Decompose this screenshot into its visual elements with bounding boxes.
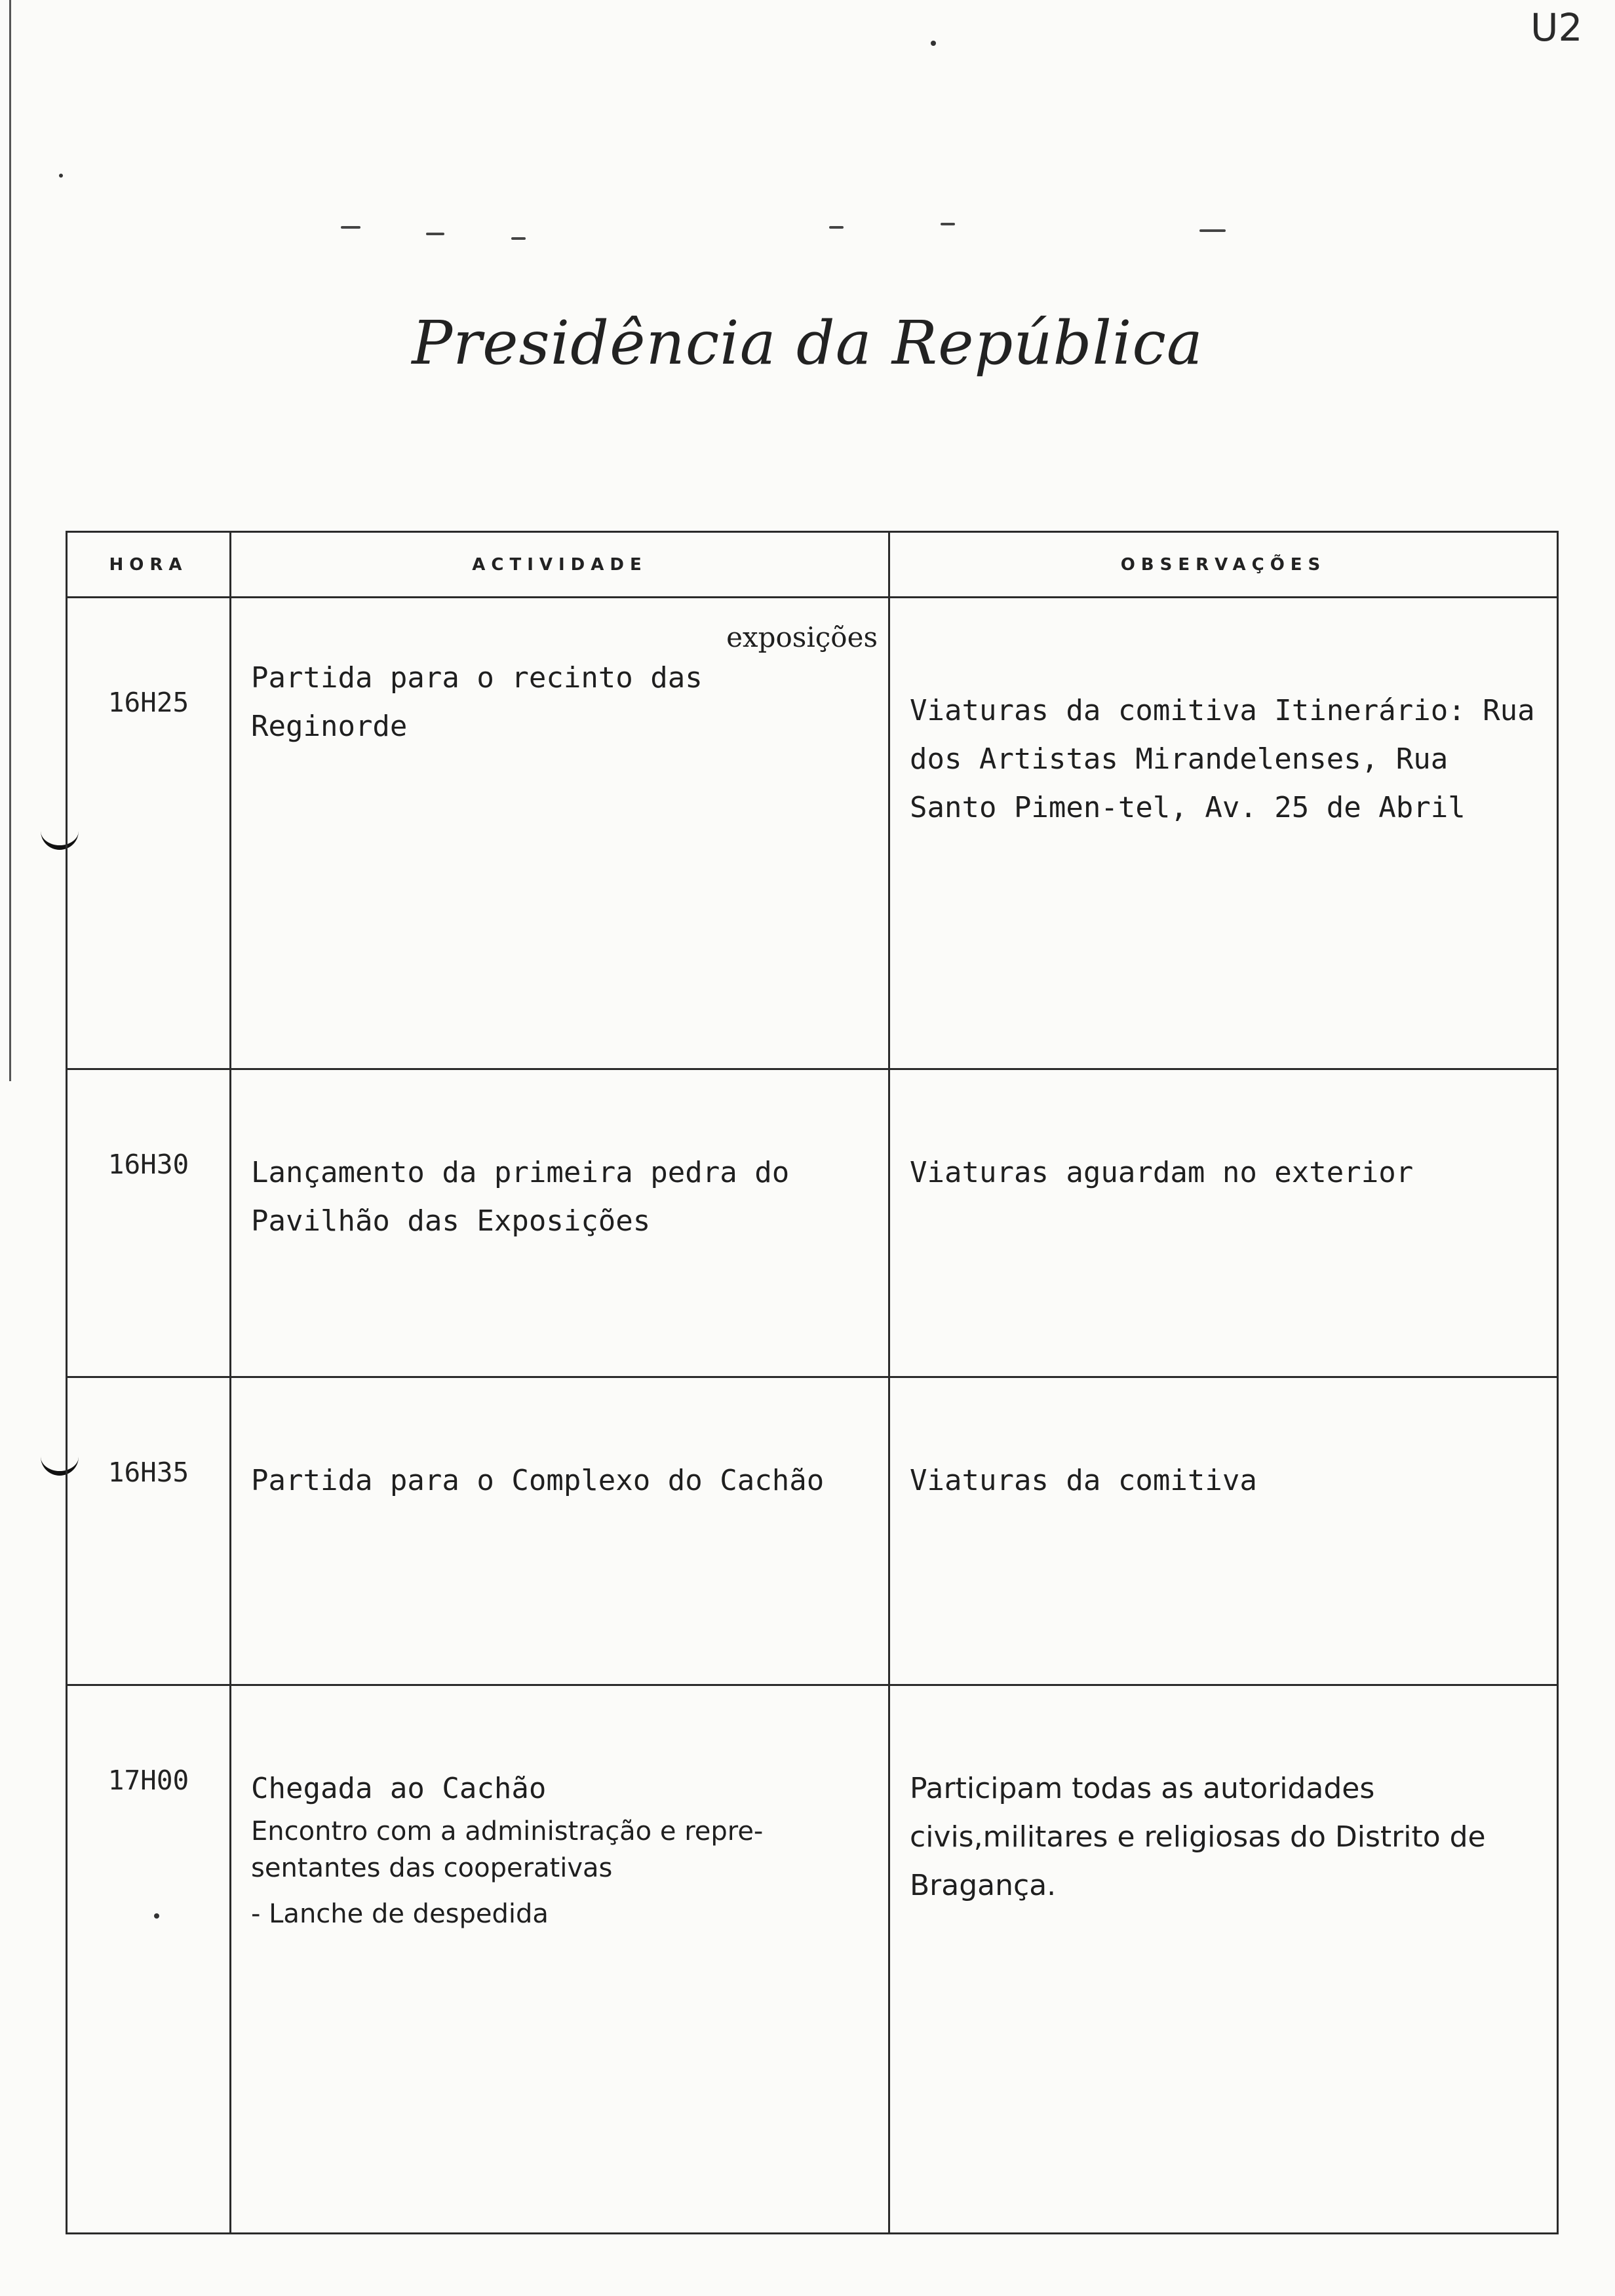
time-cell: 16H35 [67, 1377, 231, 1685]
activity-text: Partida para o recinto das Reginorde [251, 661, 703, 743]
scan-dash [1199, 229, 1226, 232]
activity-cell [231, 1685, 889, 2234]
activity-cell [231, 598, 889, 1069]
time-cell: 16H30 [67, 1069, 231, 1377]
scan-dash [426, 233, 444, 235]
activity-subitem: Encontro com a administração e repre-sentantes das cooperativas [251, 1816, 764, 1883]
table-row [67, 1377, 1558, 1685]
column-header-hora: HORA [67, 532, 231, 598]
scan-edge-line [9, 0, 11, 1081]
letterhead-title: Presidência da República [412, 308, 1203, 378]
scan-speck [931, 41, 936, 46]
activity-text: Chegada ao Cachão [251, 1772, 547, 1805]
scan-dash [829, 226, 844, 229]
table-header-row [67, 532, 1558, 598]
table-row [67, 598, 1558, 1069]
scan-dash [341, 226, 360, 229]
activity-cell: Lançamento da primeira pedra do Pavilhão das Exposições [231, 1069, 889, 1377]
table-row [67, 1069, 1558, 1377]
observations-cell: Participam todas as autoridades civis,militares e religiosas do Distrito de Bragança. [889, 1685, 1558, 2234]
scan-dash [511, 237, 526, 240]
scan-speck [59, 174, 63, 178]
schedule-table [66, 531, 1559, 2234]
observations-cell: Viaturas da comitiva [889, 1377, 1558, 1685]
time-cell: 17H00 [67, 1685, 231, 2234]
observations-cell: Viaturas da comitiva Itinerário: Rua dos Artistas Mirandelenses, Rua Santo Pimen-tel, Av. 25 de Abril [889, 598, 1558, 1069]
table-row [67, 1685, 1558, 2234]
time-cell: 16H25 [67, 598, 231, 1069]
handwritten-correction: exposições [726, 621, 878, 653]
activity-subitem: - Lanche de despedida [251, 1899, 549, 1929]
observations-cell: Viaturas aguardam no exterior [889, 1069, 1558, 1377]
page-number: U2 [1530, 5, 1583, 50]
column-header-actividade: ACTIVIDADE [231, 532, 889, 598]
activity-cell: Partida para o Complexo do Cachão [231, 1377, 889, 1685]
column-header-observacoes: OBSERVAÇÕES [889, 532, 1558, 598]
scan-dash [941, 223, 955, 225]
